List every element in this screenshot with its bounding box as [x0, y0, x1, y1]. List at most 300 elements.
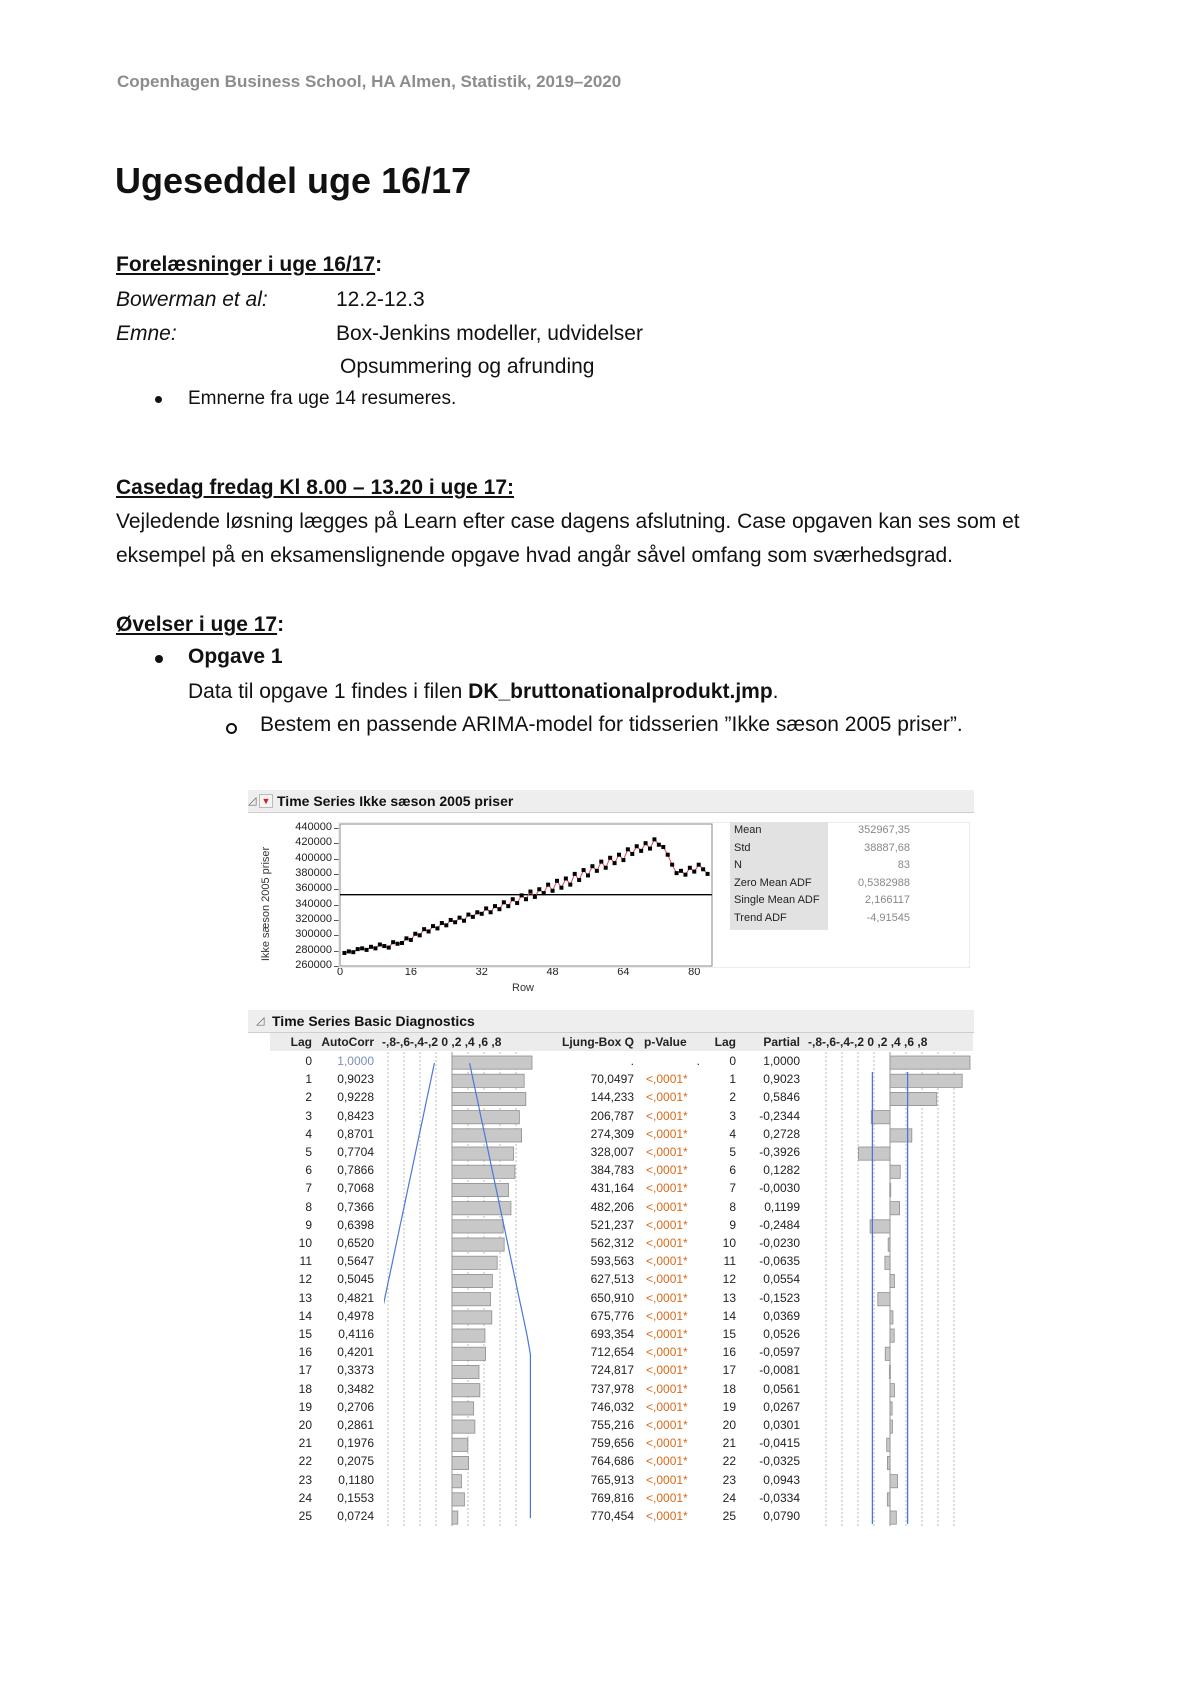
series-point — [590, 864, 594, 868]
pacf-value-cell: 0,0561 — [763, 1381, 800, 1396]
series-point — [404, 936, 408, 940]
pacf-lag-cell: 12 — [722, 1272, 736, 1287]
acf-bar — [452, 1165, 515, 1178]
acf-bar — [452, 1220, 503, 1233]
acf-value-cell: 0,6520 — [337, 1236, 374, 1250]
ts-y-tick: 300000 — [295, 928, 332, 941]
ts-y-tick: 280000 — [295, 943, 332, 956]
series-point — [537, 887, 541, 891]
stat-value: 2,166117 — [864, 894, 910, 906]
stat-value: 38887,68 — [864, 841, 910, 854]
ts-x-tick: 16 — [404, 966, 417, 978]
p-value-cell: . — [696, 1054, 700, 1068]
pacf-value-cell: -0,0635 — [759, 1254, 800, 1269]
acf-lag-cell: 13 — [298, 1290, 312, 1305]
acf-bar — [452, 1111, 519, 1124]
lectures-heading-colon: : — [375, 253, 383, 276]
col-pvalue: p-Value — [644, 1035, 687, 1049]
ljung-q-cell: 759,656 — [590, 1436, 634, 1451]
acf-value-cell: 0,3482 — [337, 1381, 374, 1396]
series-point — [648, 847, 652, 851]
series-point — [679, 869, 683, 873]
case-heading: Casedag fredag Kl 8.00 – 13.20 i uge 17: — [116, 476, 515, 499]
acf-lag-cell: 1 — [305, 1072, 312, 1087]
ts-title: Time Series Ikke sæson 2005 priser — [277, 793, 514, 809]
ljung-q-cell: 384,783 — [590, 1163, 634, 1178]
acf-bar — [452, 1438, 468, 1451]
acf-value-cell: 0,9228 — [337, 1090, 374, 1105]
ljung-q-cell: 274,309 — [590, 1126, 634, 1141]
p-value-cell: <,0001* — [646, 1126, 688, 1141]
pacf-lag-cell: 25 — [722, 1509, 736, 1523]
pacf-bar — [890, 1311, 893, 1324]
series-point — [382, 944, 386, 948]
acf-lag-cell: 16 — [298, 1345, 312, 1360]
ljung-q-cell: 521,237 — [590, 1217, 634, 1232]
series-point — [373, 946, 377, 950]
acf-bar — [452, 1256, 497, 1269]
series-point — [489, 910, 493, 914]
pacf-lag-cell: 2 — [729, 1090, 736, 1105]
acf-value-cell: 0,2075 — [337, 1454, 374, 1469]
series-point — [577, 878, 581, 882]
series-point — [692, 870, 696, 874]
stat-value: 83 — [897, 859, 910, 871]
col-pacf-scale: -,8-,6-,4-,2 0 ,2 ,4 ,6 ,8 — [808, 1035, 928, 1049]
series-point — [524, 897, 528, 901]
acf-bar — [452, 1129, 522, 1142]
acf-bar — [452, 1402, 474, 1415]
pacf-lag-cell: 15 — [722, 1327, 736, 1341]
pacf-lag-cell: 8 — [729, 1199, 736, 1214]
series-point — [559, 886, 563, 890]
exercises-heading-colon: : — [277, 613, 285, 636]
task-title: Opgave 1 — [188, 645, 283, 668]
pacf-lag-cell: 0 — [729, 1054, 736, 1068]
book-value: 12.2-12.3 — [336, 288, 425, 311]
case-text-line2: eksempel på en eksamenslignende opgave hvad angår såvel omfang som sværhedsgrad. — [116, 544, 954, 567]
series-point — [675, 871, 679, 875]
acf-bar — [452, 1202, 511, 1215]
ts-y-tick: 380000 — [295, 866, 332, 879]
ljung-q-cell: . — [630, 1054, 634, 1068]
pacf-value-cell: -0,0415 — [759, 1436, 800, 1451]
p-value-cell: <,0001* — [646, 1308, 688, 1323]
series-point — [533, 895, 537, 899]
acf-lag-cell: 24 — [298, 1490, 312, 1505]
pacf-value-cell: 0,0369 — [763, 1308, 800, 1323]
pacf-lag-cell: 19 — [722, 1399, 736, 1414]
acf-value-cell: 0,2706 — [337, 1399, 374, 1414]
stat-value: -4,91545 — [866, 911, 910, 924]
series-point — [542, 891, 546, 895]
p-value-cell: <,0001* — [646, 1181, 688, 1196]
series-point — [586, 873, 590, 877]
acf-value-cell: 0,7704 — [337, 1145, 374, 1159]
p-value-cell: <,0001* — [646, 1363, 688, 1378]
acf-lag-cell: 9 — [305, 1217, 312, 1232]
pacf-lag-cell: 10 — [722, 1236, 736, 1250]
pacf-bar — [890, 1183, 891, 1196]
pacf-lag-cell: 23 — [722, 1472, 736, 1487]
pacf-value-cell: -0,0081 — [759, 1363, 800, 1378]
task-data-suffix: . — [772, 680, 779, 703]
pacf-bar — [890, 1274, 894, 1287]
pacf-lag-cell: 3 — [729, 1108, 736, 1123]
series-point — [497, 907, 501, 911]
acf-confidence-band — [384, 1063, 434, 1518]
ts-ylabel: Ikke sæson 2005 priser — [260, 846, 272, 962]
lectures-heading-row — [116, 253, 382, 277]
stat-label: Std — [734, 841, 751, 854]
pacf-plot — [810, 1052, 972, 1526]
series-point — [652, 837, 656, 841]
series-point — [342, 951, 346, 955]
series-point — [568, 883, 572, 887]
series-point — [520, 893, 524, 897]
acf-bar — [452, 1056, 532, 1069]
ts-x-tick: 48 — [546, 966, 559, 978]
series-point — [409, 938, 413, 942]
acf-lag-cell: 3 — [305, 1108, 312, 1123]
exercises-heading-row — [116, 613, 284, 637]
stat-label: Single Mean ADF — [734, 894, 820, 906]
topic-value-2: Opsummering og afrunding — [340, 355, 595, 378]
acf-bar — [452, 1074, 524, 1087]
series-point — [396, 942, 400, 946]
pacf-bar — [878, 1293, 890, 1306]
series-point — [440, 921, 444, 925]
stat-value: 0,5382988 — [858, 876, 910, 889]
p-value-cell: <,0001* — [646, 1327, 688, 1341]
ljung-q-cell: 593,563 — [590, 1254, 634, 1269]
series-point — [688, 866, 692, 870]
series-point — [378, 943, 382, 947]
series-point — [462, 919, 466, 923]
pacf-lag-cell: 6 — [729, 1163, 736, 1178]
acf-lag-cell: 20 — [298, 1418, 312, 1432]
series-point — [413, 932, 417, 936]
ts-y-tick: 360000 — [295, 882, 332, 895]
stat-label: N — [734, 859, 742, 871]
col-autocorr: AutoCorr — [321, 1035, 374, 1049]
pacf-bar — [890, 1402, 892, 1415]
pacf-value-cell: -0,0325 — [759, 1454, 800, 1469]
pacf-lag-cell: 16 — [722, 1345, 736, 1360]
ts-x-tick: 0 — [336, 966, 344, 978]
pacf-bar — [887, 1456, 890, 1469]
series-point — [644, 841, 648, 845]
ljung-q-cell: 737,978 — [590, 1381, 634, 1396]
series-point — [422, 927, 426, 931]
acf-lag-cell: 0 — [305, 1054, 312, 1068]
acf-value-cell: 0,7366 — [337, 1199, 374, 1214]
series-point — [502, 900, 506, 904]
series-point — [484, 906, 488, 910]
series-point — [427, 929, 431, 933]
series-point — [657, 843, 661, 847]
stat-label: Zero Mean ADF — [734, 876, 812, 889]
p-value-cell: <,0001* — [646, 1418, 688, 1432]
series-point — [351, 950, 355, 954]
p-value-cell: <,0001* — [646, 1454, 688, 1469]
p-value-cell: <,0001* — [646, 1472, 688, 1487]
topic-value-1: Box-Jenkins modeller, udvidelser — [336, 322, 643, 345]
series-point — [369, 945, 373, 949]
acf-bar — [452, 1183, 509, 1196]
pacf-value-cell: 0,9023 — [763, 1072, 800, 1087]
p-value-cell: <,0001* — [646, 1272, 688, 1287]
bullet-icon — [155, 396, 162, 403]
acf-lag-cell: 6 — [305, 1163, 312, 1178]
acf-value-cell: 0,0724 — [337, 1509, 374, 1523]
ljung-q-cell: 770,454 — [590, 1509, 634, 1523]
ljung-q-cell: 482,206 — [590, 1199, 634, 1214]
acf-lag-cell: 8 — [305, 1199, 312, 1214]
stat-label: Mean — [734, 824, 762, 836]
acf-lag-cell: 22 — [298, 1454, 312, 1469]
p-value-cell: <,0001* — [646, 1072, 688, 1087]
pacf-value-cell: -0,0334 — [759, 1490, 800, 1505]
series-point — [630, 852, 634, 856]
acf-bar — [452, 1147, 514, 1160]
p-value-cell: <,0001* — [646, 1436, 688, 1451]
series-point — [453, 920, 457, 924]
book-label: Bowerman et al: — [116, 288, 268, 311]
series-point — [608, 856, 612, 860]
series-point — [546, 883, 550, 887]
acf-bar — [452, 1238, 504, 1251]
series-point — [471, 915, 475, 919]
pacf-lag-cell: 18 — [722, 1381, 736, 1396]
pacf-lag-cell: 11 — [723, 1254, 736, 1269]
ts-y-tick: 440000 — [295, 820, 332, 833]
acf-value-cell: 0,5647 — [337, 1254, 374, 1269]
series-point — [400, 941, 404, 945]
pacf-lag-cell: 4 — [729, 1126, 736, 1141]
acf-value-cell: 0,7068 — [337, 1181, 374, 1196]
series-point — [466, 913, 470, 917]
pacf-lag-cell: 1 — [729, 1072, 736, 1087]
sub-bullet-icon — [226, 723, 237, 734]
pacf-value-cell: -0,0030 — [759, 1181, 800, 1196]
acf-lag-cell: 10 — [298, 1236, 312, 1250]
acf-value-cell: 0,6398 — [337, 1217, 374, 1232]
series-point — [511, 897, 515, 901]
series-point — [666, 853, 670, 857]
series-point — [418, 933, 422, 937]
pacf-bar — [885, 1256, 890, 1269]
pacf-bar — [890, 1420, 892, 1433]
series-point — [617, 853, 621, 857]
pacf-lag-cell: 5 — [729, 1145, 736, 1159]
series-point — [639, 849, 643, 853]
ljung-q-cell: 328,007 — [590, 1145, 634, 1159]
acf-lag-cell: 15 — [298, 1327, 312, 1341]
col-lag2: Lag — [714, 1035, 736, 1049]
acf-bar — [452, 1456, 469, 1469]
pacf-bar — [859, 1147, 890, 1160]
series-point — [635, 844, 639, 848]
acf-value-cell: 0,9023 — [337, 1072, 374, 1087]
ts-y-tick: 260000 — [295, 959, 332, 971]
pacf-bar — [890, 1329, 894, 1342]
series-point — [551, 889, 555, 893]
pacf-value-cell: -0,3926 — [759, 1145, 800, 1159]
pacf-lag-cell: 22 — [722, 1454, 736, 1469]
ljung-q-cell: 627,513 — [590, 1272, 634, 1287]
acf-bar — [452, 1274, 492, 1287]
col-ljung: Ljung-Box Q — [562, 1035, 634, 1049]
lectures-heading: Forelæsninger i uge 16/17 — [116, 253, 376, 276]
acf-lag-cell: 17 — [298, 1363, 312, 1378]
pacf-bar — [890, 1056, 970, 1069]
p-value-cell: <,0001* — [646, 1509, 688, 1523]
pacf-bar — [890, 1475, 898, 1488]
acf-value-cell: 0,7866 — [337, 1163, 374, 1178]
acf-lag-cell: 23 — [298, 1472, 312, 1487]
ljung-q-cell: 144,233 — [590, 1090, 634, 1105]
pacf-lag-cell: 14 — [722, 1308, 736, 1323]
pacf-bar — [890, 1165, 900, 1178]
p-value-cell: <,0001* — [646, 1345, 688, 1360]
series-point — [493, 904, 497, 908]
p-value-cell: <,0001* — [646, 1399, 688, 1414]
acf-bar — [452, 1092, 526, 1105]
pacf-value-cell: 1,0000 — [763, 1054, 800, 1068]
acf-bar — [452, 1475, 461, 1488]
acf-bar — [452, 1420, 475, 1433]
series-point — [555, 879, 559, 883]
series-point — [670, 863, 674, 867]
pacf-value-cell: 0,0267 — [763, 1399, 800, 1414]
ljung-q-cell: 693,354 — [590, 1327, 634, 1341]
p-value-cell: <,0001* — [646, 1254, 688, 1269]
pacf-value-cell: 0,2728 — [763, 1126, 800, 1141]
diag-title: Time Series Basic Diagnostics — [272, 1013, 475, 1029]
document-header: Copenhagen Business School, HA Almen, Statistik, 2019–2020 — [117, 72, 622, 91]
acf-value-cell: 0,5045 — [337, 1272, 374, 1287]
series-point — [626, 847, 630, 851]
pacf-lag-cell: 7 — [729, 1181, 736, 1196]
diag-collapse-triangle-icon[interactable]: ◿ — [256, 1015, 265, 1027]
pacf-lag-cell: 24 — [722, 1490, 736, 1505]
series-point — [449, 918, 453, 922]
pacf-lag-cell: 9 — [729, 1217, 736, 1232]
acf-value-cell: 0,4978 — [337, 1308, 374, 1323]
acf-value-cell: 0,1180 — [338, 1472, 374, 1487]
col-partial: Partial — [763, 1035, 800, 1049]
series-point — [347, 949, 351, 953]
acf-plot — [384, 1052, 534, 1526]
pacf-value-cell: 0,0526 — [763, 1327, 800, 1341]
page-title: Ugeseddel uge 16/17 — [115, 160, 472, 201]
series-point — [458, 916, 462, 920]
p-value-cell: <,0001* — [646, 1381, 688, 1396]
series-point — [564, 876, 568, 880]
acf-value-cell: 0,1976 — [337, 1436, 374, 1451]
series-point — [356, 947, 360, 951]
acf-value-cell: 0,3373 — [337, 1363, 374, 1378]
acf-value-cell: 0,4821 — [337, 1290, 374, 1305]
ljung-q-cell: 764,686 — [590, 1454, 634, 1469]
acf-bar — [452, 1384, 480, 1397]
jmp-output-screenshot — [248, 790, 974, 1530]
pacf-value-cell: 0,0943 — [763, 1472, 800, 1487]
ljung-q-cell: 675,776 — [590, 1308, 634, 1323]
case-text-line1: Vejledende løsning lægges på Learn efter case dagens afslutning. Case opgaven kan ses som et — [116, 510, 1020, 533]
acf-value-cell: 1,0000 — [337, 1054, 374, 1068]
lectures-bullet-text: Emnerne fra uge 14 resumeres. — [188, 388, 457, 409]
acf-value-cell: 0,1553 — [337, 1490, 374, 1505]
stat-label: Trend ADF — [734, 911, 787, 924]
acf-lag-cell: 19 — [298, 1399, 312, 1414]
pacf-value-cell: -0,0230 — [759, 1236, 800, 1250]
stat-value: 352967,35 — [858, 824, 910, 836]
acf-bar — [452, 1347, 486, 1360]
pacf-value-cell: 0,1199 — [764, 1199, 800, 1214]
pacf-lag-cell: 13 — [722, 1290, 736, 1305]
series-point — [697, 863, 701, 867]
p-value-cell: <,0001* — [646, 1199, 688, 1214]
pacf-lag-cell: 20 — [722, 1418, 736, 1432]
series-point — [582, 868, 586, 872]
p-value-cell: <,0001* — [646, 1145, 688, 1159]
pacf-value-cell: 0,1282 — [763, 1163, 800, 1178]
pacf-value-cell: 0,0301 — [763, 1418, 800, 1432]
pacf-bar — [887, 1438, 890, 1451]
series-point — [480, 912, 484, 916]
pacf-bar — [870, 1220, 890, 1233]
red-menu-icon[interactable]: ▼ — [259, 794, 273, 808]
acf-value-cell: 0,4116 — [338, 1327, 374, 1341]
series-point — [613, 861, 617, 865]
series-point — [621, 858, 625, 862]
acf-lag-cell: 7 — [305, 1181, 312, 1196]
acf-lag-cell: 18 — [298, 1381, 312, 1396]
acf-lag-cell: 2 — [305, 1090, 312, 1105]
p-value-cell: <,0001* — [646, 1108, 688, 1123]
ljung-q-cell: 562,312 — [590, 1236, 634, 1250]
series-point — [683, 873, 687, 877]
ljung-q-cell: 746,032 — [590, 1399, 634, 1414]
pacf-value-cell: 0,0554 — [763, 1272, 800, 1287]
ljung-q-cell: 724,817 — [590, 1363, 634, 1378]
pacf-value-cell: -0,1523 — [759, 1290, 800, 1305]
pacf-value-cell: 0,5846 — [763, 1090, 800, 1105]
series-point — [706, 872, 710, 876]
ts-x-tick: 64 — [617, 966, 630, 978]
acf-bar — [452, 1311, 492, 1324]
ljung-q-cell: 431,164 — [590, 1181, 634, 1196]
ts-x-tick: 80 — [688, 966, 701, 978]
pacf-bar — [871, 1111, 890, 1124]
acf-lag-cell: 4 — [305, 1126, 312, 1141]
pacf-value-cell: -0,0597 — [759, 1345, 800, 1360]
acf-bar — [452, 1511, 458, 1524]
series-point — [431, 924, 435, 928]
series-point — [515, 901, 519, 905]
collapse-triangle-icon[interactable]: ◿ — [248, 795, 257, 807]
pacf-value-cell: -0,2484 — [759, 1217, 800, 1232]
pacf-bar — [890, 1074, 962, 1087]
acf-bar — [452, 1493, 464, 1506]
series-point — [661, 845, 665, 849]
acf-lag-cell: 21 — [298, 1436, 312, 1451]
series-point — [360, 946, 364, 950]
acf-lag-cell: 12 — [298, 1272, 312, 1287]
acf-lag-cell: 14 — [298, 1308, 312, 1323]
